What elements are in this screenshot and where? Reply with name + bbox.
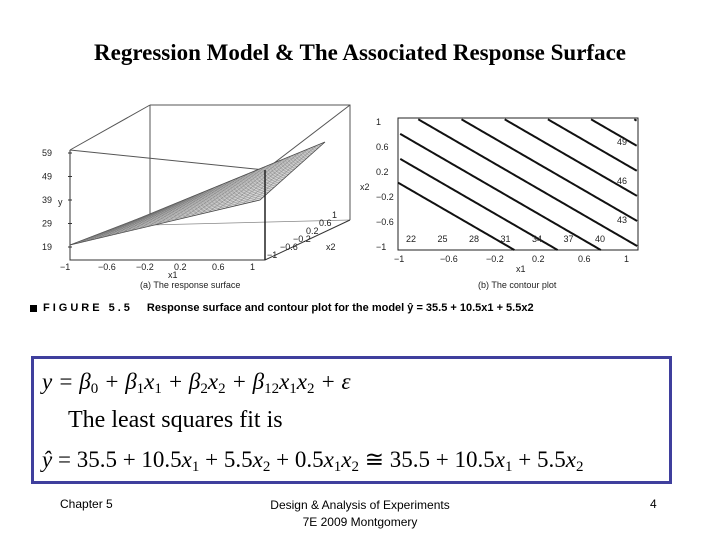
- contour-x-tick: 1: [624, 254, 630, 264]
- slide-title: Regression Model & The Associated Response Surface: [94, 40, 626, 65]
- surface-y-tick: 59: [42, 148, 53, 158]
- surface-x1-tick: 0.2: [174, 262, 187, 272]
- contour-level-label: 49: [617, 137, 628, 147]
- surface-mesh-line: [111, 166, 298, 229]
- contour-y-tick: −0.2: [376, 192, 394, 202]
- figure-5-5: [30, 100, 670, 330]
- surface-mesh-line: [118, 160, 305, 226]
- surface-caption: (a) The response surface: [140, 280, 241, 290]
- footer-book-edition: 7E 2009 Montgomery: [302, 515, 418, 529]
- surface-mesh-line: [130, 150, 316, 222]
- contour-level-label: 31: [500, 234, 511, 244]
- surface-x2-label: x2: [326, 242, 336, 252]
- fit-equation: ŷ = $35.5 + 10.5x_1 + 5.5x_2 + 0.5x_1x_2$ ≅ $35.5 + 10.5x_1 + 5.5x_2$: [42, 447, 584, 475]
- surface-x2-tick: −0.2: [293, 234, 311, 244]
- contour-y-label: x2: [360, 182, 370, 192]
- surface-mesh-line: [115, 163, 302, 228]
- contour-y-tick: 1: [376, 117, 382, 127]
- surface-x2-tick: −1: [267, 250, 278, 260]
- contour-plot: [360, 117, 638, 290]
- caption-bullet: [30, 305, 37, 312]
- contour-level-label: 46: [617, 176, 628, 186]
- contour-level-label: 25: [437, 234, 448, 244]
- footer-page-number: 4: [650, 497, 657, 511]
- model-equation: $y = \beta_0 + \beta_1x_1 + \beta_2x_2 + \beta_{12}x_1x_2 + \varepsilon$: [42, 369, 351, 397]
- surface-plane: [70, 142, 325, 245]
- footer-book-title: Design & Analysis of Experiments: [270, 498, 450, 512]
- surface-x1-tick: 0.6: [212, 262, 225, 272]
- fit-intro: The least squares fit is: [68, 407, 283, 433]
- contour-y-tick: 0.2: [376, 167, 389, 177]
- contour-x-tick: −1: [394, 254, 405, 264]
- surface-x1-tick: −0.2: [136, 262, 154, 272]
- surface-x2-tick: −0.6: [280, 242, 298, 252]
- surface-y-label: y: [58, 197, 63, 207]
- contour-level-label: 37: [563, 234, 574, 244]
- surface-mesh-line: [108, 168, 295, 230]
- surface-mesh-line: [137, 145, 322, 220]
- contour-line: [634, 119, 636, 120]
- footer-chapter: Chapter 5: [60, 497, 113, 511]
- surface-x2-tick: 0.6: [319, 218, 332, 228]
- contour-level-label: 22: [406, 234, 417, 244]
- contour-x-tick: −0.2: [486, 254, 504, 264]
- contour-caption: (b) The contour plot: [478, 280, 557, 290]
- contour-x-tick: 0.2: [532, 254, 545, 264]
- surface-mesh-line: [127, 153, 313, 223]
- contour-y-tick: −1: [376, 242, 387, 252]
- surface-y-tick: 29: [42, 218, 53, 229]
- response-surface-plot: [42, 105, 350, 290]
- surface-y-tick: 19: [42, 242, 53, 252]
- footer-book: [230, 497, 490, 531]
- contour-x-tick: −0.6: [440, 254, 458, 264]
- surface-mesh-line: [121, 158, 307, 226]
- contour-x-label: x1: [516, 264, 526, 274]
- surface-y-tick: 39: [42, 195, 53, 205]
- surface-x1-tick: −1: [60, 262, 71, 272]
- contour-level-label: 34: [532, 234, 543, 244]
- contour-level-label: 28: [469, 234, 480, 244]
- contour-y-tick: 0.6: [376, 142, 389, 152]
- surface-y-tick: 49: [42, 171, 53, 182]
- surface-x1-tick: 1: [250, 262, 256, 272]
- contour-y-tick: −0.6: [376, 217, 394, 227]
- surface-x1-tick: −0.6: [98, 262, 116, 272]
- contour-level-label: 43: [617, 215, 628, 225]
- figure-graphics: [30, 100, 670, 300]
- contour-x-tick: 0.6: [578, 254, 591, 264]
- surface-x2-tick: 0.2: [306, 226, 319, 236]
- caption-text: Response surface and contour plot for the model ŷ = 35.5 + 10.5x1 + 5.5x2: [146, 302, 534, 314]
- figure-caption: [30, 302, 670, 314]
- surface-x1-label: x1: [168, 270, 178, 280]
- equation-box: [31, 356, 672, 484]
- surface-x2-tick: 1: [332, 210, 338, 220]
- contour-level-label: 40: [595, 234, 606, 244]
- caption-label: FIGURE 5.5: [43, 302, 133, 314]
